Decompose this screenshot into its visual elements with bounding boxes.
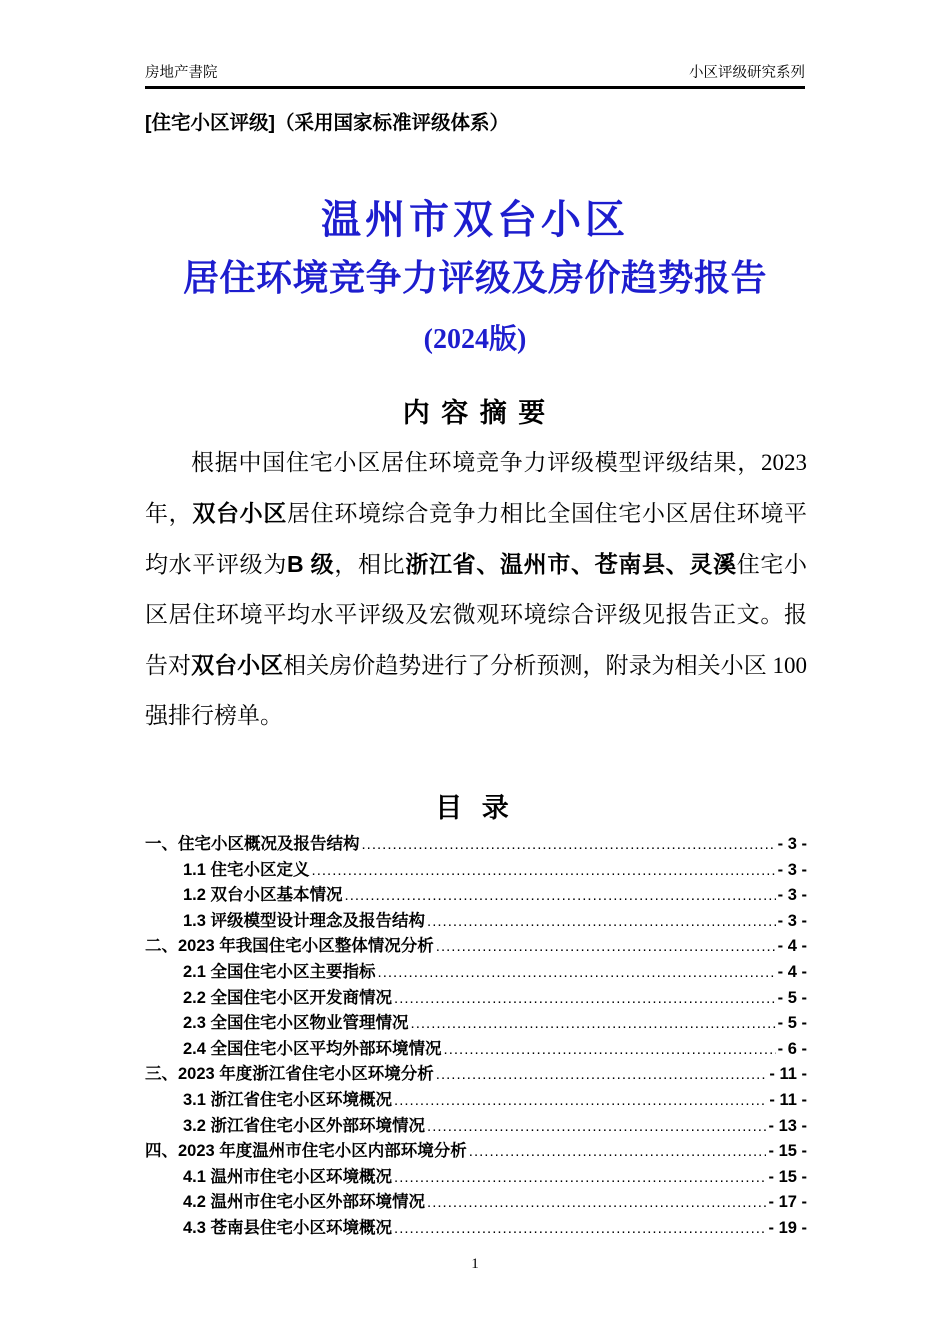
toc-dot-leader [427,1190,766,1216]
header-right-text: 小区评级研究系列 [689,65,805,81]
toc-entry-label: 2.2 全国住宅小区开发商情况 [183,988,393,1007]
report-title-line2: 居住环境竞争力评级及房价趋势报告 [182,258,767,298]
toc-entry-page: - 17 - [768,1193,807,1212]
header-left-text: 房地产書院 [145,65,218,81]
toc-dot-leader [312,858,776,884]
toc-entry[interactable] [145,1088,807,1114]
toc-entry-page: - 4 - [777,962,807,981]
toc-entry[interactable] [145,1114,807,1140]
toc-entry-page: - 6 - [777,1039,807,1058]
abstract-segment: 相关房价趋势进行了分析预测，附录为相关小区 100 强排行榜单。 [145,653,808,728]
abstract-segment: ，相比 [334,552,406,577]
toc-entry-label: 4.1 温州市住宅小区环境概况 [183,1167,393,1186]
toc-dot-leader [394,1165,766,1191]
toc-dot-leader [427,909,776,935]
toc-dot-leader [345,883,776,909]
toc-entry-page: - 3 - [777,860,807,879]
toc-entry-label: 三、2023 年度浙江省住宅小区环境分析 [145,1065,434,1084]
toc-dot-leader [394,1216,766,1242]
toc-entry[interactable] [145,1139,807,1165]
toc-dot-leader [394,986,776,1012]
toc-entry-page: - 19 - [768,1218,807,1237]
toc-entry-page: - 3 - [777,886,807,905]
toc-dot-leader [444,1037,776,1063]
toc-entry-page: - 11 - [769,1090,807,1109]
toc-entry-page: - 5 - [777,1014,807,1033]
abstract-segment: 根据中国住宅小区居住环境竞争力评级模型评级结果，2023 年， [145,450,807,526]
toc-entry-label: 2.4 全国住宅小区平均外部环境情况 [183,1039,442,1058]
toc-entry-label: 3.1 浙江省住宅小区环境概况 [183,1090,393,1109]
page-header [145,61,805,82]
toc-entry-label: 3.2 浙江省住宅小区外部环境情况 [183,1116,426,1135]
toc-dot-leader [427,1114,766,1140]
toc-entry[interactable] [145,1037,807,1063]
abstract-segment-bold: 双台小区 [191,652,284,678]
report-title-edition: (2024版) [423,324,527,355]
toc-entry-label: 一、住宅小区概况及报告结构 [145,835,360,853]
toc-dot-leader [469,1139,767,1165]
toc-entry-page: - 15 - [768,1167,807,1186]
abstract-segment: 居住环境综合竞争力相比全国住宅小区居住环境平均水平评级为 [145,501,808,577]
toc-entry-label: 4.2 温州市住宅小区外部环境情况 [183,1193,426,1212]
abstract-heading: 内 容 摘 要 [402,398,548,428]
page-number: 1 [471,1256,479,1272]
toc-entry-label: 2.3 全国住宅小区物业管理情况 [183,1014,409,1033]
toc-entry-label: 二、2023 年我国住宅小区整体情况分析 [145,937,434,956]
abstract-segment: 住宅小区居住环境平均水平评级及宏微观环境综合评级见报告正文。报告对 [145,552,808,678]
toc-entry-label: 4.3 苍南县住宅小区环境概况 [183,1218,393,1237]
abstract-segment-bold: B 级 [287,551,335,577]
abstract-segment-bold: 浙江省、温州市、苍南县、灵溪 [405,551,737,577]
toc-list [145,832,807,1242]
toc-entry[interactable] [145,1216,807,1242]
toc-entry-label: 四、2023 年度温州市住宅小区内部环境分析 [145,1142,467,1161]
toc-entry-page: - 3 - [777,835,807,853]
toc-entry[interactable] [145,1190,807,1216]
toc-entry-page: - 5 - [777,988,807,1007]
toc-dot-leader [362,832,776,858]
toc-entry[interactable] [145,832,807,858]
toc-entry-label: 1.3 评级模型设计理念及报告结构 [183,911,426,930]
toc-entry[interactable] [145,986,807,1012]
toc-dot-leader [411,1011,776,1037]
toc-entry[interactable] [145,883,807,909]
toc-entry-page: - 15 - [768,1142,807,1161]
toc-dot-leader [436,934,776,960]
toc-dot-leader [436,1062,768,1088]
toc-entry[interactable] [145,858,807,884]
toc-entry-page: - 11 - [769,1065,807,1084]
abstract-segment-bold: 双台小区 [192,500,288,526]
toc-entry[interactable] [145,1165,807,1191]
header-divider-rule [145,86,805,89]
toc-entry[interactable] [145,909,807,935]
toc-entry-page: - 3 - [777,911,807,930]
report-title-line1: 温州市双台小区 [321,197,629,242]
toc-dot-leader [394,1088,767,1114]
toc-entry[interactable] [145,1062,807,1088]
toc-dot-leader [378,960,776,986]
toc-entry-label: 1.2 双台小区基本情况 [183,886,343,905]
abstract-paragraph [145,438,807,741]
toc-heading: 目 录 [435,793,515,823]
toc-entry-label: 2.1 全国住宅小区主要指标 [183,962,376,981]
toc-entry[interactable] [145,934,807,960]
toc-entry[interactable] [145,960,807,986]
toc-entry-page: - 4 - [777,937,807,956]
rating-system-subtitle: [住宅小区评级]（采用国家标准评级体系） [145,112,509,134]
toc-entry-page: - 13 - [768,1116,807,1135]
toc-entry-label: 1.1 住宅小区定义 [183,860,310,879]
toc-entry[interactable] [145,1011,807,1037]
